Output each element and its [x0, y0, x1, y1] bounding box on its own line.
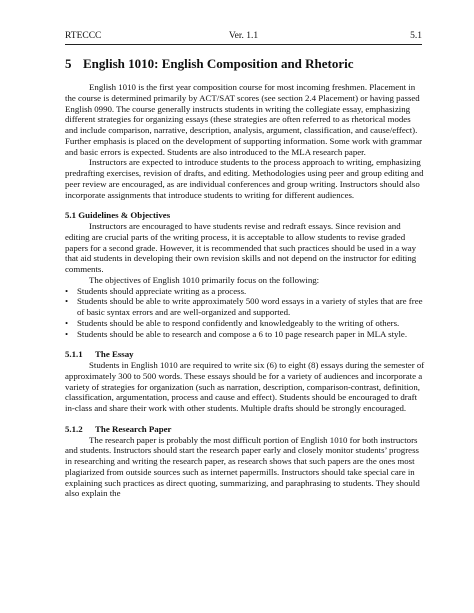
section-heading-essay [65, 349, 425, 360]
header-version: Ver. 1.1 [228, 31, 259, 41]
section-heading-research-paper [65, 424, 425, 435]
section-number: 5.1.2 [65, 423, 83, 434]
intro-paragraph-1: English 1010 is the first year composition course for most incoming freshmen. Placement in the course is determined primarily by ACT/SAT scores (see section 2.4 Placement) or having passed English 0990. The course generally instructs students in writing the collegiate essay, emphasizing different strategies for organizing essays (these strategies are often referred to as rhetorical modes and include comparison, narrative, description, analysis, argument, classification, and cause/effect). Further emphasis is placed on the development of supporting information. Some work with grammar and basic errors is expected. Students are also introduced to the MLA research paper. [65, 82, 423, 157]
guidelines-paragraph-1: Instructors are encouraged to have students revise and redraft essays. Since revision and editing are crucial parts of the writing process, it is acceptable to allow students to revise graded papers for a second grade. However, it is recommended that such practices should be used in a way that aid students in developing their own revision skills and not depend on the instructor for editing comments. [65, 221, 417, 274]
header-page-number: 5.1 [410, 31, 422, 41]
section-heading-guidelines: 5.1 Guidelines & Objectives [65, 210, 171, 221]
bullet-icon: • [65, 296, 69, 307]
document-body [65, 82, 425, 499]
objective-text: Students should be able to respond confidently and knowledgeably to the writing of others. [77, 317, 400, 328]
list-item [65, 318, 425, 329]
chapter-number: 5 [65, 56, 72, 71]
header-org: RTECCC [65, 31, 102, 41]
section-number: 5.1.1 [65, 349, 83, 360]
bullet-icon: • [65, 285, 69, 296]
objectives-list [65, 286, 425, 340]
bullet-icon: • [65, 328, 69, 339]
list-item [65, 296, 425, 318]
chapter-title-text: English 1010: English Composition and Rhetoric [83, 56, 354, 71]
list-item [65, 329, 425, 340]
objective-text: Students should be able to write approximately 500 word essays in a variety of styles that are free of basic syntax errors and are well-organized and supported. [77, 296, 423, 317]
research-paper-paragraph: The research paper is probably the most difficult portion of English 1010 for both instructors and students. Instructors should start the research paper early and closely monitor students’ progress in researching and writing the research paper, as research shows that such papers are the ones most plagiarized from outside sources such as internet papermills. Instructors should take special care in explaining such practices as direct quoting, summarizing, and paraphrasing to students. They should also explain the [65, 434, 420, 499]
objective-text: Students should appreciate writing as a process. [77, 285, 247, 296]
section-heading-text: The Essay [95, 349, 134, 360]
intro-paragraph-2: Instructors are expected to introduce students to the process approach to writing, emphasizing predrafting exercises, revision of drafts, and editing. Methodologies using peer and group editing and peer review are encouraged, as are individual conferences and group writing. Instructors should also incorporate assignments that introduce students to writing for different audiences. [65, 157, 424, 200]
objective-text: Students should be able to research and compose a 6 to 10 page research paper in MLA style. [77, 328, 408, 339]
guidelines-paragraph-2: The objectives of English 1010 primarily focus on the following: [89, 274, 320, 285]
essay-paragraph: Students in English 1010 are required to write six (6) to eight (8) essays during the semester of approximately 300 to 500 words. These essays should be for a variety of audiences and incorporate a variety of strategies for organization (such as narration, description, comparison-contrast, definition, classification, argumentation, process and cause and effect). Students should be encouraged to draft in-class and share their work with other students. Multiple drafts should be strongly encouraged. [65, 360, 425, 413]
page-header [65, 30, 422, 45]
bullet-icon: • [65, 317, 69, 328]
list-item [65, 286, 425, 297]
chapter-title [65, 56, 425, 72]
section-heading-text: The Research Paper [95, 423, 172, 434]
